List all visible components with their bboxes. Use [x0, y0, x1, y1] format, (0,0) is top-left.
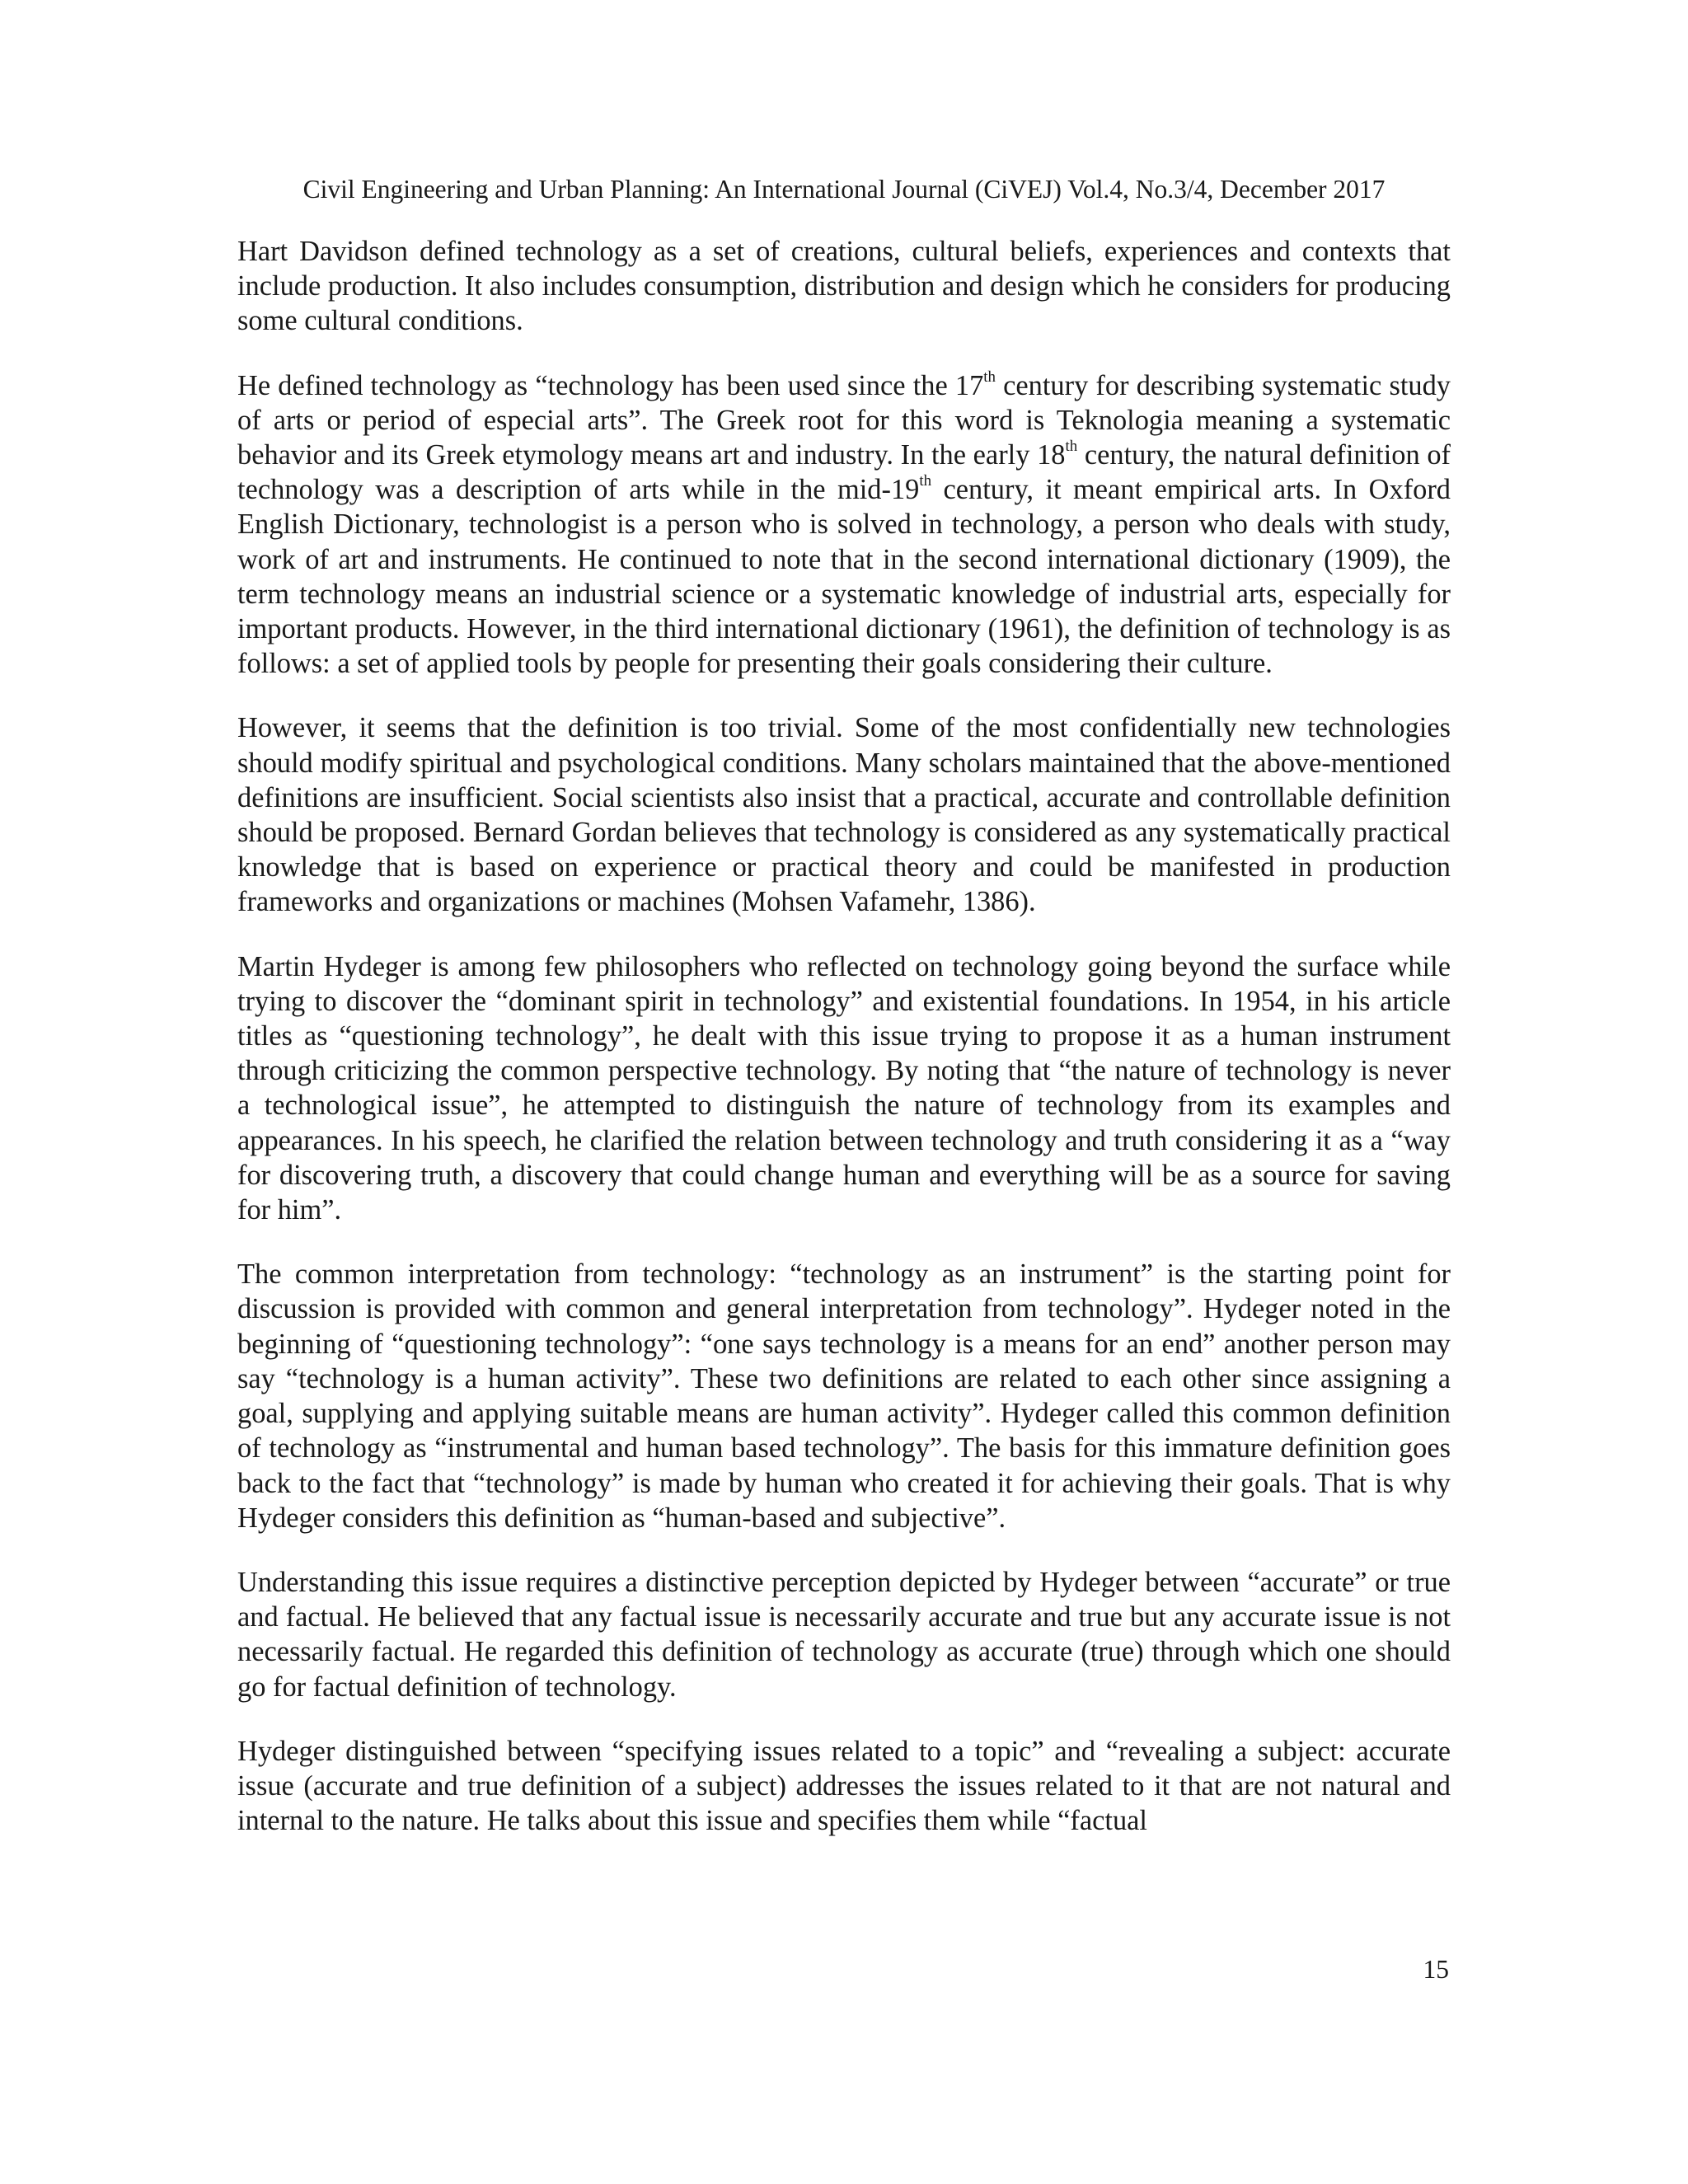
running-header: Civil Engineering and Urban Planning: An International Journal (CiVEJ) Vol.4, No.3/4, December 2017 — [302, 175, 1386, 204]
paragraph-martin-hydeger: Martin Hydeger is among few philosophers who reflected on technology going beyond the surface while trying to discover the “dominant spirit in technology” and existential foundations. In 1954, in his article titles as “questioning technology”, he dealt with this issue trying to propose it as a human instrument through criticizing the common perspective technology. By noting that “the nature of technology is never a technological issue”, he attempted to distinguish the nature of technology from its examples and appearances. In his speech, he clarified the relation between technology and truth considering it as a “way for discovering truth, a discovery that could change human and everything will be as a source for saving for him”. — [237, 950, 1451, 1226]
page-number: 15 — [1423, 1955, 1449, 1984]
article-body — [237, 234, 1451, 1868]
paragraph-technology-etymology — [237, 368, 1451, 682]
paragraph-text-segment: He defined technology as “technology has been used since the 17 — [237, 369, 984, 401]
superscript-ordinal: th — [1065, 437, 1078, 455]
paragraph-specifying-revealing: Hydeger distinguished between “specifying issues related to a topic” and “revealing a subject: accurate issue (accurate and true definition of a subject) addresses the issues related to it that are not natural and internal to the nature. He talks about this issue and specifies them while “factual — [237, 1735, 1451, 1837]
superscript-ordinal: th — [983, 368, 996, 386]
paragraph-text-segment: century, the natural definition of technology was a description of arts while in the mid-19 — [237, 439, 1451, 506]
paragraph-text-segment: century, it meant empirical arts. In Oxford English Dictionary, technologist is a person who is solved in technology, a person who deals with study, work of art and instruments. He continued to note that in the second international dictionary (1909), the term technology means an industrial science or a systematic knowledge of industrial arts, especially for important products. However, in the third international dictionary (1961), the definition of technology is as follows: a set of applied tools by people for presenting their goals considering their culture. — [237, 474, 1451, 680]
paragraph-text-segment: century for describing systematic study of arts or period of especial arts”. The Greek root for this word is Teknologia meaning a systematic behavior and its Greek etymology means art and industry. In the early 18 — [237, 369, 1451, 471]
paragraph-common-interpretation: The common interpretation from technology: “technology as an instrument” is the starting point for discussion is provided with common and general interpretation from technology”. Hydeger noted in the beginning of “questioning technology”: “one says technology is a means for an end” another person may say “technology is a human activity”. These two definitions are related to each other since assigning a goal, supplying and applying suitable means are human activity”. Hydeger called this common definition of technology as “instrumental and human based technology”. The basis for this immature definition goes back to the fact that “technology” is made by human who created it for achieving their goals. That is why Hydeger considers this definition as “human-based and subjective”. — [237, 1258, 1451, 1534]
paragraph-hart-davidson: Hart Davidson defined technology as a set of creations, cultural beliefs, experiences and contexts that include production. It also includes consumption, distribution and design which he considers for producing some cultural conditions. — [237, 236, 1451, 337]
superscript-ordinal: th — [919, 472, 932, 490]
paragraph-accurate-factual: Understanding this issue requires a distinctive perception depicted by Hydeger between “accurate” or true and factual. He believed that any factual issue is necessarily accurate and true but any accurate issue is not necessarily factual. He regarded this definition of technology as accurate (true) through which one should go for factual definition of technology. — [237, 1566, 1451, 1703]
paragraph-definition-trivial: However, it seems that the definition is too trivial. Some of the most confidentially new technologies should modify spiritual and psychological conditions. Many scholars maintained that the above-mentioned definitions are insufficient. Social scientists also insist that a practical, accurate and controllable definition should be proposed. Bernard Gordan believes that technology is considered as any systematically practical knowledge that is based on experience or practical theory and could be manifested in production frameworks and organizations or machines (Mohsen Vafamehr, 1386). — [237, 712, 1451, 918]
